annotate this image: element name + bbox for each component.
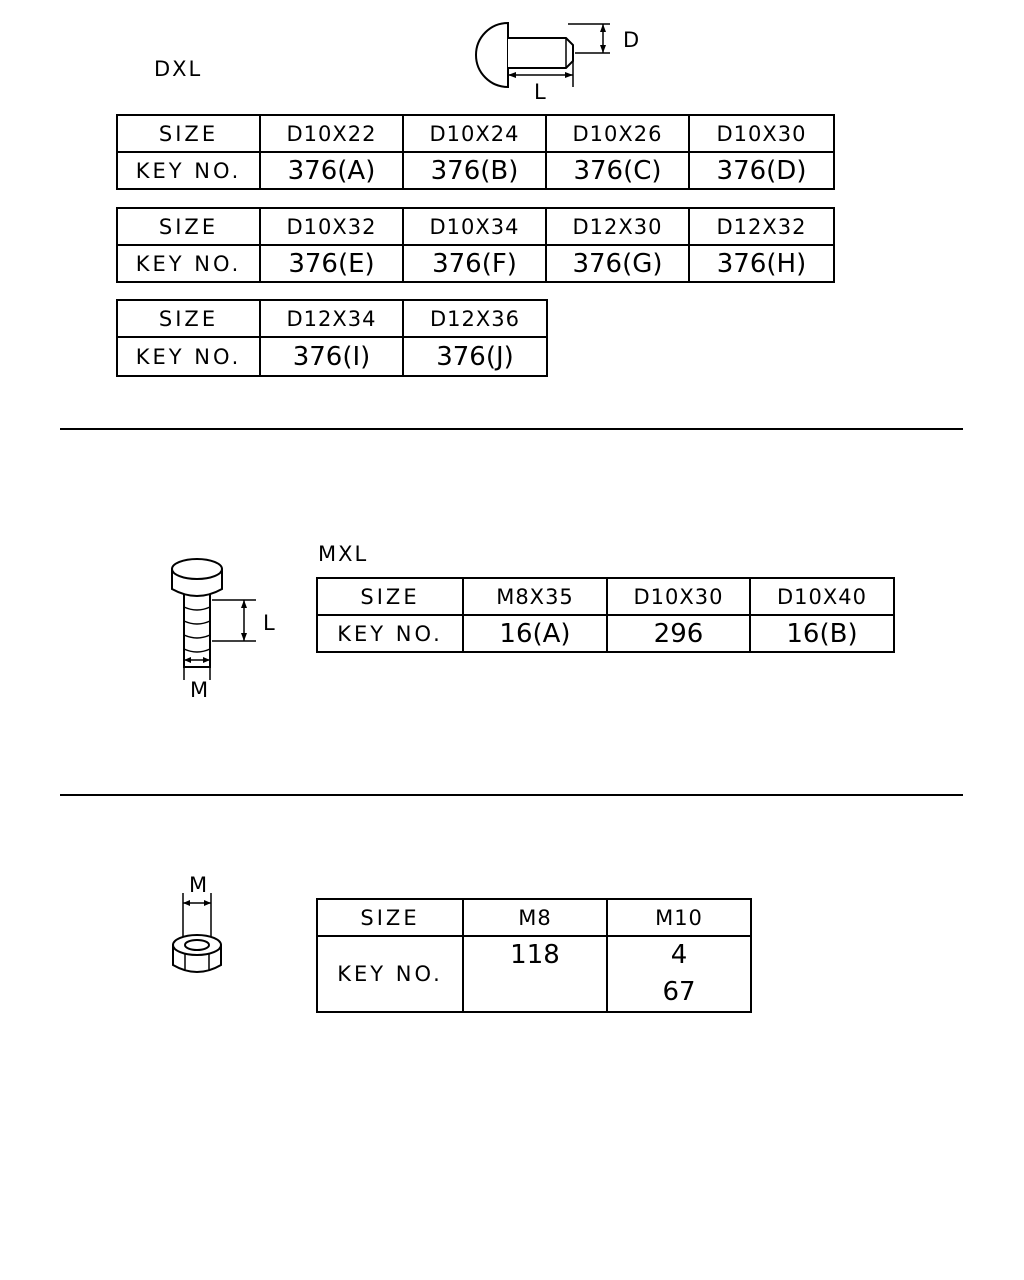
size-table-3: [116, 299, 548, 377]
bolt-dim-l-label: L: [263, 611, 275, 635]
section-divider-1: [60, 428, 963, 430]
nut-size-table: [316, 898, 752, 1013]
size-cell: D10X24: [403, 115, 546, 152]
size-header: SIZE: [317, 899, 463, 936]
key-no-cell: [607, 936, 751, 1012]
key-no-line: 67: [662, 977, 696, 1007]
key-no-cell: 376(B): [403, 152, 546, 189]
size-cell: D12X34: [260, 300, 403, 337]
key-no-cell: 376(A): [260, 152, 403, 189]
key-no-line: 4: [670, 940, 688, 970]
key-no-cell: 16(B): [750, 615, 894, 652]
key-no-cell: 16(A): [463, 615, 607, 652]
key-no-cell: 376(J): [403, 337, 547, 376]
key-no-cell: 376(G): [546, 245, 689, 282]
size-cell: M8: [463, 899, 607, 936]
nut-dim-m-label: M: [189, 873, 208, 897]
key-no-line: 118: [510, 940, 560, 970]
key-no-header: KEY NO.: [317, 615, 463, 652]
size-cell: M8X35: [463, 578, 607, 615]
size-cell: D10X26: [546, 115, 689, 152]
size-cell: D12X32: [689, 208, 834, 245]
size-header: SIZE: [317, 578, 463, 615]
key-no-cell: 376(C): [546, 152, 689, 189]
size-cell: D12X30: [546, 208, 689, 245]
size-header: SIZE: [117, 115, 260, 152]
key-no-cell: [463, 936, 607, 1012]
size-cell: D10X22: [260, 115, 403, 152]
key-no-header: KEY NO.: [117, 152, 260, 189]
key-no-cell: 376(E): [260, 245, 403, 282]
size-table-2: [116, 207, 835, 283]
size-cell: D10X40: [750, 578, 894, 615]
size-cell: M10: [607, 899, 751, 936]
size-header: SIZE: [117, 300, 260, 337]
key-no-cell: 296: [607, 615, 750, 652]
key-no-cell: 376(H): [689, 245, 834, 282]
size-header: SIZE: [117, 208, 260, 245]
section2-caption: MXL: [318, 542, 369, 566]
dim-l-label: L: [534, 80, 546, 104]
size-cell: D12X36: [403, 300, 547, 337]
key-no-header: KEY NO.: [117, 245, 260, 282]
key-no-cell: 376(D): [689, 152, 834, 189]
size-cell: D10X32: [260, 208, 403, 245]
size-table-1: [116, 114, 835, 190]
bolt-dim-m-label: M: [190, 678, 209, 702]
key-no-cell: 376(F): [403, 245, 546, 282]
key-no-header: KEY NO.: [317, 936, 463, 1012]
dim-d-label: D: [623, 28, 640, 52]
size-cell: D10X30: [607, 578, 750, 615]
section1-caption: DXL: [154, 57, 203, 81]
size-cell: D10X34: [403, 208, 546, 245]
key-no-header: KEY NO.: [117, 337, 260, 376]
size-cell: D10X30: [689, 115, 834, 152]
bolt-size-table: [316, 577, 895, 653]
section-divider-2: [60, 794, 963, 796]
key-no-cell: 376(I): [260, 337, 403, 376]
